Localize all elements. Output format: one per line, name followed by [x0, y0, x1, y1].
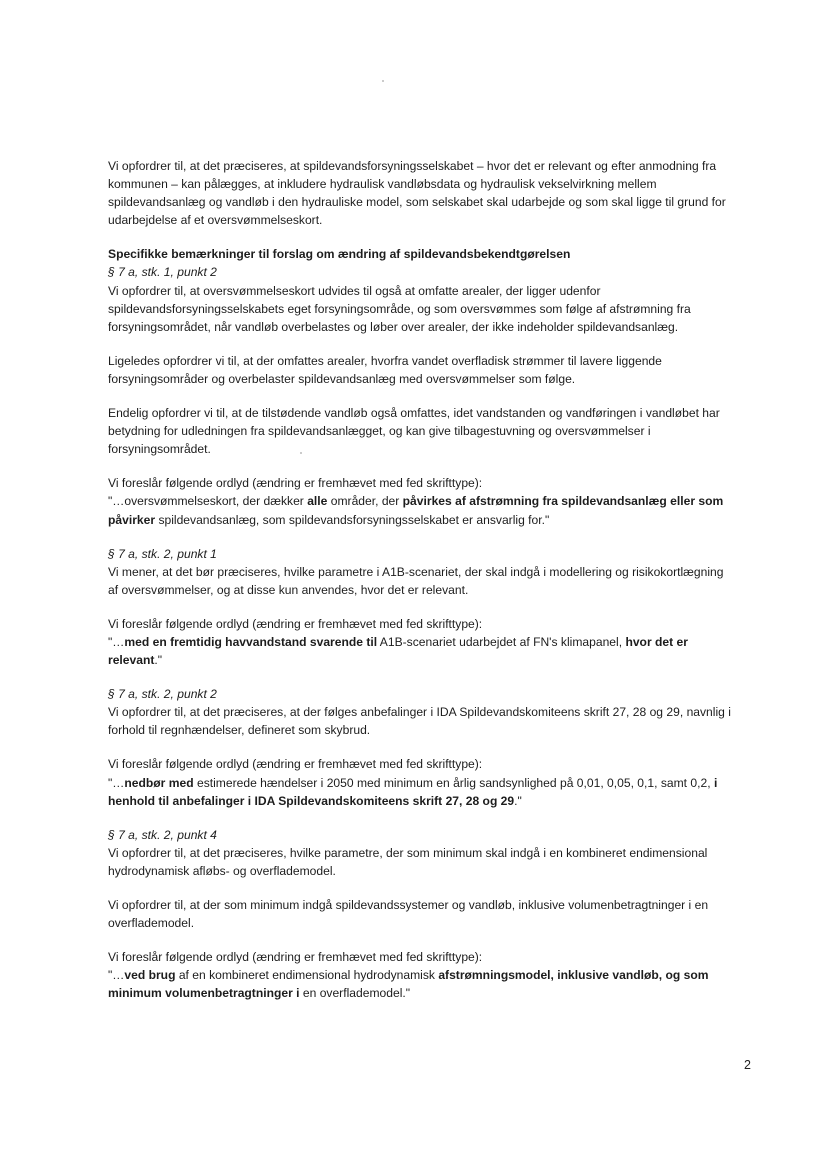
proposed-wording: "…med en fremtidig havvandstand svarende til A1B-scenariet udarbejdet af FN's klimapanel, hvor det er relevant." — [108, 634, 688, 668]
section-title-7a-2-2: § 7 a, stk. 2, punkt 2 — [108, 687, 217, 702]
intro-paragraph: Vi opfordrer til, at det præciseres, at spildevandsforsyningsselskabet – hvor det er relevant og efter anmodning fra kommunen – kan pålægges, at inkludere hydraulisk vandløbsdata og hydraulisk vekselvirkning mellem spildevandsanlæg og vandløb i den hydrauliske model, som selskabet skal udarbejde og som skal ligge til grund for udarbejdelse af et oversvømmelseskort. — [108, 159, 726, 228]
section-title-7a-2-1: § 7 a, stk. 2, punkt 1 — [108, 546, 217, 561]
proposed-wording: "…ved brug af en kombineret endimensional hydrodynamisk afstrømningsmodel, inklusive vandløb, og som minimum volumenbetragtninger i en overflademodel." — [108, 968, 709, 1001]
proposal-intro: Vi foreslår følgende ordlyd (ændring er fremhævet med fed skrifttype): — [108, 616, 483, 631]
section-heading: Specifikke bemærkninger til forslag om ændring af spildevandsbekendtgørelsen — [108, 247, 571, 262]
paragraph: Vi opfordrer til, at det præciseres, at der følges anbefalinger i IDA Spildevandskomiteens skrift 27, 28 og 29, navnlig i forhold til regnhændelser, defineret som skybrud. — [108, 705, 731, 738]
proposed-wording: "…oversvømmelseskort, der dækker alle områder, der påvirkes af afstrømning fra spildevandsanlæg eller som påvirker spildevandsanlæg, som spildevandsforsyningsselskabet er ansvarlig for." — [108, 494, 724, 527]
proposal-intro: Vi foreslår følgende ordlyd (ændring er fremhævet med fed skrifttype): — [108, 476, 483, 491]
document-body — [108, 157, 733, 1018]
paragraph: Ligeledes opfordrer vi til, at der omfattes arealer, hvorfra vandet overfladisk strømmer til lavere liggende forsyningsområder og overbelaster spildevandsanlæg med oversvømmelser som følge. — [108, 353, 662, 386]
proposed-wording: "…nedbør med estimerede hændelser i 2050 med minimum en årlig sandsynlighed på 0,01, 0,05, 0,1, samt 0,2, i henhold til anbefalinger i IDA Spildevandskomiteens skrift 27, 28 og 29." — [108, 775, 718, 808]
paragraph: Vi opfordrer til, at det præciseres, hvilke parametre, der som minimum skal indgå i en kombineret endimensional hydrodynamisk afløbs- og overflademodel. — [108, 845, 708, 878]
paragraph: Vi opfordrer til, at oversvømmelseskort udvides til også at omfatte arealer, der ligger udenfor spildevandsforsyningsselskabets eget forsyningsområde, og som oversvømmes som følge af afstrømning fra forsyningsområdet, når vandløb overbelastes og løber over arealer, der ikke indeholder spildevandsanlæg. — [108, 283, 691, 334]
section-title-7a-1-2: § 7 a, stk. 1, punkt 2 — [108, 265, 217, 280]
section-title-7a-2-4: § 7 a, stk. 2, punkt 4 — [108, 827, 217, 842]
paragraph: Endelig opfordrer vi til, at de tilstødende vandløb også omfattes, idet vandstanden og vandføringen i vandløbet har betydning for udledningen fra spildevandsanlægget, og kan give tilbagestuvning og oversvømmelser i forsyningsområdet. — [108, 406, 720, 457]
page-number: 2 — [744, 1058, 751, 1072]
proposal-intro: Vi foreslår følgende ordlyd (ændring er fremhævet med fed skrifttype): — [108, 950, 483, 965]
paragraph: Vi mener, at det bør præciseres, hvilke parametre i A1B-scenariet, der skal indgå i modellering og risikokortlægning af oversvømmelser, og at disse kun anvendes, hvor det er relevant. — [108, 564, 724, 597]
paragraph: Vi opfordrer til, at der som minimum indgå spildevandssystemer og vandløb, inklusive volumenbetragtninger i en overflademodel. — [108, 898, 709, 931]
proposal-intro: Vi foreslår følgende ordlyd (ændring er fremhævet med fed skrifttype): — [108, 757, 483, 772]
scan-speck — [382, 80, 384, 82]
